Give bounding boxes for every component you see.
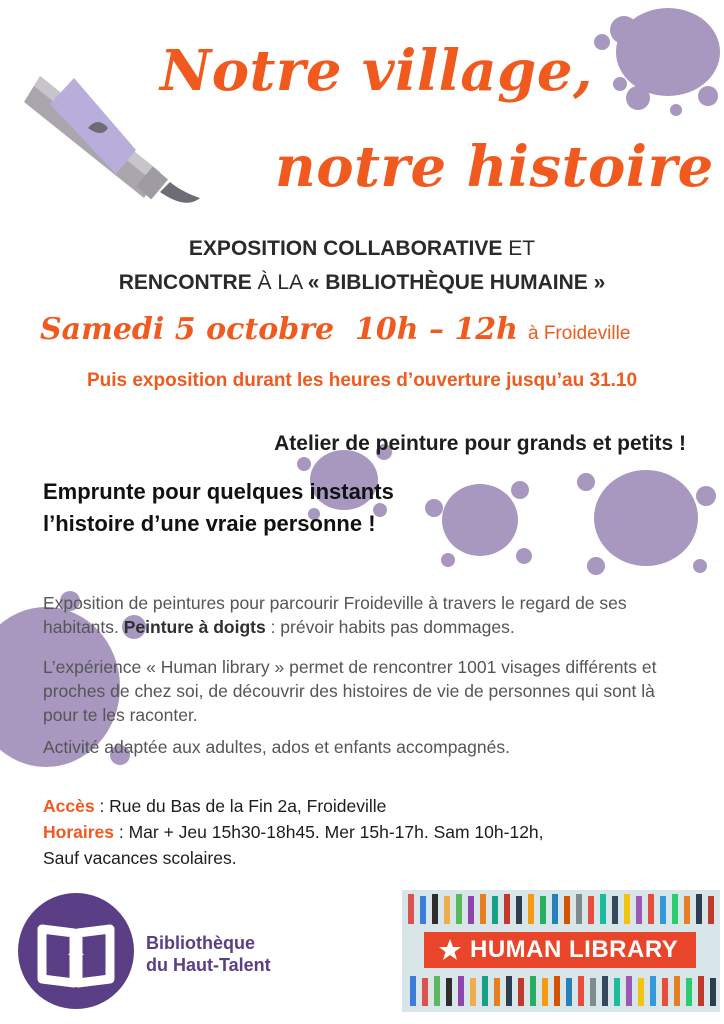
hours-line-2: Sauf vacances scolaires. (43, 848, 237, 868)
star-person-icon (438, 938, 462, 962)
title-line-1: Notre village, (160, 38, 593, 104)
tagline-line-2: l’histoire d’une vraie personne ! (43, 511, 376, 536)
library-logo-text (146, 932, 271, 976)
paint-splash-middle (420, 460, 540, 580)
subheading-line-1 (0, 235, 724, 263)
access-line (43, 794, 386, 819)
hours-value: : Mar + Jeu 15h30-18h45. Mer 15h-17h. Sam 10h-12h, (114, 822, 544, 842)
workshop-headline: Atelier de peinture pour grands et petits ! (274, 432, 686, 455)
access-value: : Rue du Bas de la Fin 2a, Froideville (94, 796, 387, 816)
open-book-icon (18, 893, 134, 1009)
tagline-line-1: Emprunte pour quelques instants (43, 479, 394, 504)
exhibition-note: Puis exposition durant les heures d’ouverture jusqu’au 31.10 (86, 370, 638, 391)
human-library-band (424, 932, 696, 968)
hours-label: Horaires (43, 822, 115, 842)
paragraph-human-library: L’expérience « Human library » permet de rencontrer 1001 visages différents et proches de chez soi, de découvrir des histoires de vie de personnes qui sont là pour te les raconter. (43, 657, 657, 725)
title-line-2: notre histoire (275, 134, 714, 200)
library-logo-line-2: du Haut-Talent (146, 955, 271, 975)
subheading-rest-1: ET (502, 237, 536, 260)
library-logo (18, 893, 134, 1009)
subheading-mid-2: À LA (251, 271, 308, 294)
paragraph-activity: Activité adaptée aux adultes, ados et enfants accompagnés. (43, 737, 510, 757)
subheading-bold-2a: RENCONTRE (118, 271, 252, 294)
subheading-bold-1: EXPOSITION COLLABORATIVE (188, 237, 503, 260)
access-label: Accès (43, 796, 95, 816)
event-date-line (40, 312, 630, 347)
human-library-text: HUMAN LIBRARY (470, 936, 679, 963)
paint-splash-right (570, 448, 720, 588)
library-logo-line-1: Bibliothèque (146, 933, 255, 953)
subheading-line-2 (0, 269, 724, 297)
hours-line (43, 820, 544, 845)
paragraph-exhibition (43, 591, 683, 639)
paragraph-1-text-b: : prévoir habits pas dommages. (265, 617, 515, 637)
human-library-logo (402, 890, 720, 1012)
paint-splash-top-right (590, 0, 724, 120)
subheading-bold-2b: « BIBLIOTHÈQUE HUMAINE » (307, 271, 606, 294)
paragraph-1-text-a: Exposition de peintures pour parcourir Froideville à travers le regard de ses habitants. (43, 593, 627, 637)
event-place: à Froideville (527, 323, 631, 344)
event-date-time: Samedi 5 octobre 10h – 12h (40, 312, 518, 347)
paragraph-1-bold: Peinture à doigts (123, 617, 266, 637)
tagline (43, 476, 394, 540)
